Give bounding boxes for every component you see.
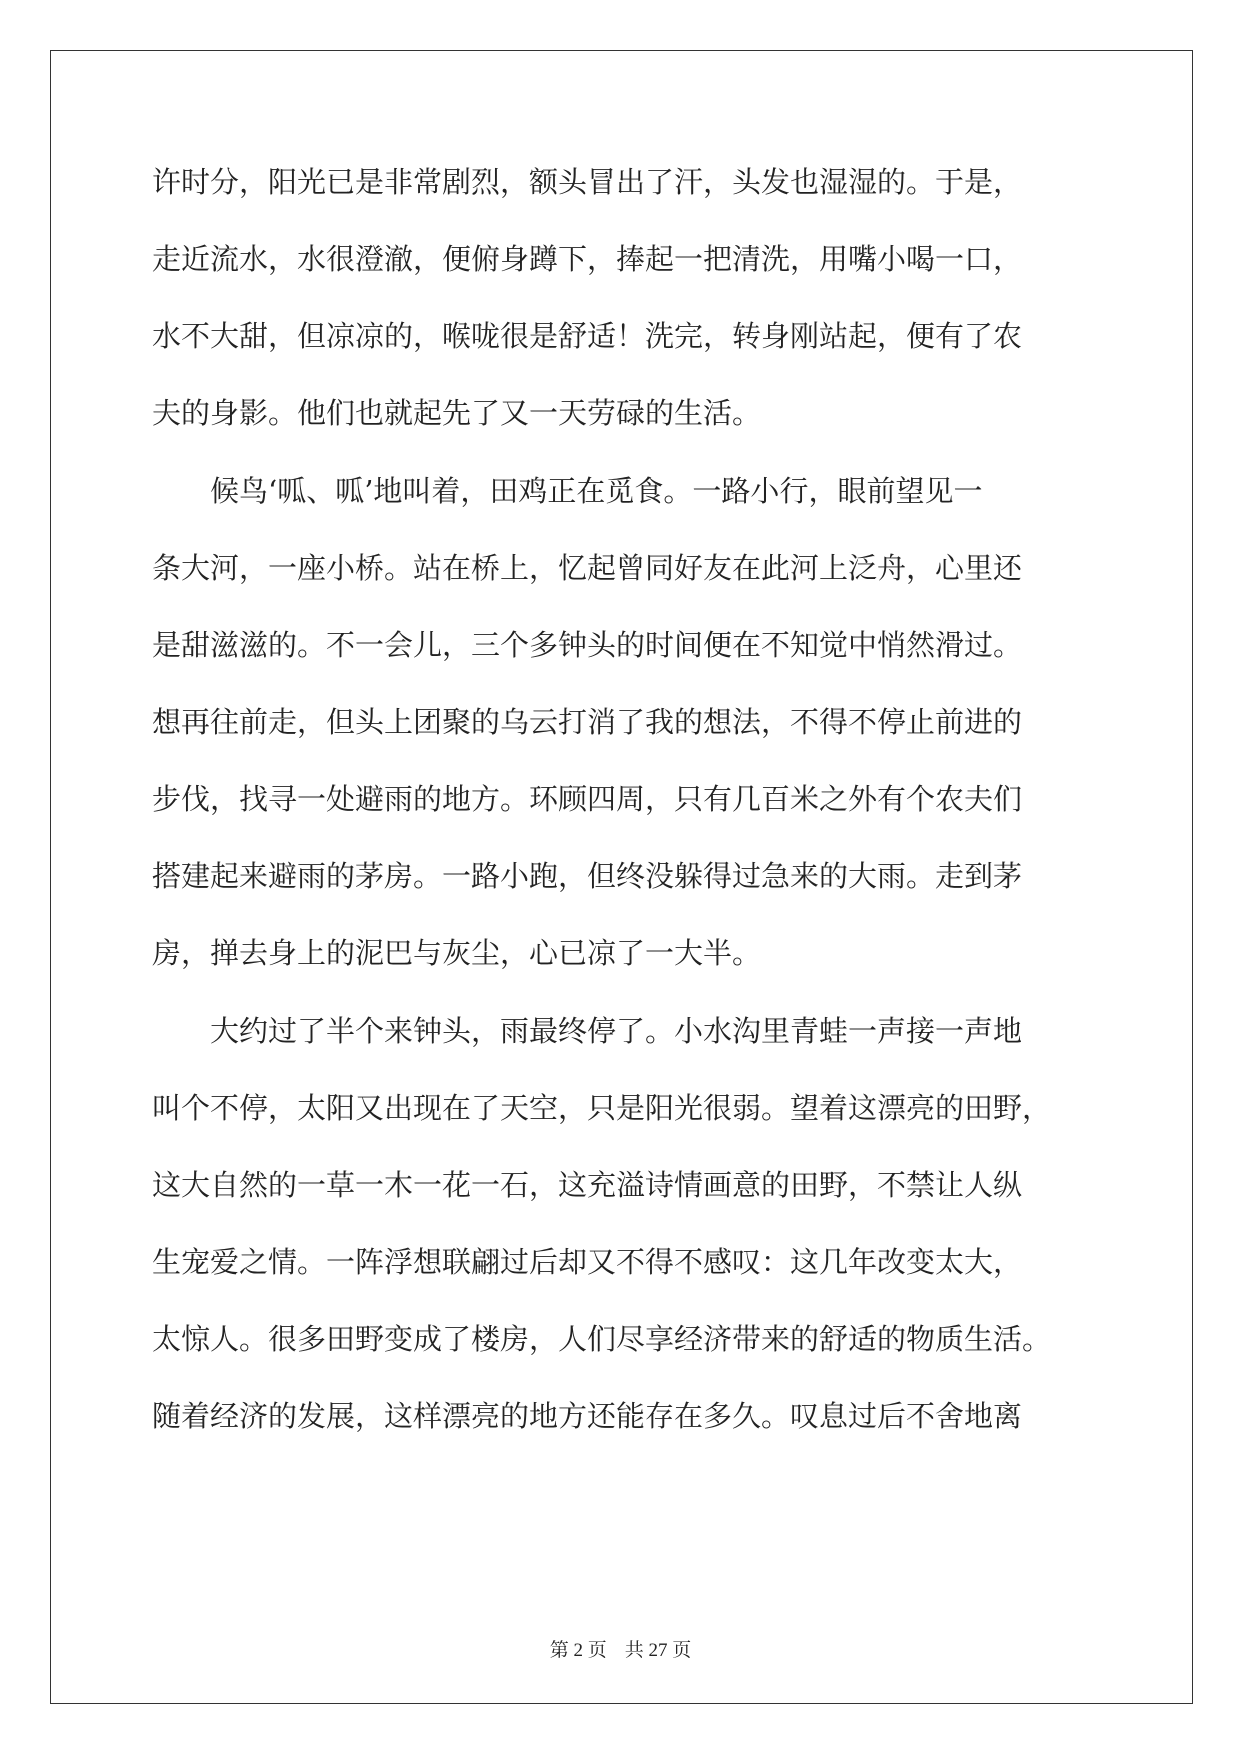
page-total: 共 27 页 [624,1640,692,1661]
text-line: 房，掸去身上的泥巴与灰尘，心已凉了一大半。 [152,936,762,970]
page-footer [0,1635,1241,1662]
text-line: 生宠爱之情。一阵浮想联翩过后却又不得不感叹：这几年改变太大， [152,1245,1023,1279]
text-line: 走近流水，水很澄澈，便俯身蹲下，捧起一把清洗，用嘴小喝一口， [152,242,1023,276]
text-line: 许时分，阳光已是非常剧烈，额头冒出了汗，头发也湿湿的。于是， [152,165,1023,199]
text-line: 夫的身影。他们也就起先了又一天劳碌的生活。 [152,396,762,430]
text-line: 条大河，一座小桥。站在桥上，忆起曾同好友在此河上泛舟，心里还 [152,551,1023,585]
text-line: 大约过了半个来钟头，雨最终停了。小水沟里青蛙一声接一声地 [152,1014,1023,1048]
page-number: 第 2 页 [549,1640,607,1661]
text-line: 步伐，找寻一处避雨的地方。环顾四周，只有几百米之外有个农夫们 [152,782,1023,816]
text-line: 是甜滋滋的。不一会儿，三个多钟头的时间便在不知觉中悄然滑过。 [152,628,1023,662]
text-line: 候鸟‘呱、呱’地叫着，田鸡正在觅食。一路小行，眼前望见一 [152,474,983,508]
text-line: 这大自然的一草一木一花一石，这充溢诗情画意的田野，不禁让人纵 [152,1168,1023,1202]
text-line: 太惊人。很多田野变成了楼房，人们尽享经济带来的舒适的物质生活。 [152,1322,1052,1356]
text-line: 水不大甜，但凉凉的，喉咙很是舒适！洗完，转身刚站起，便有了农 [152,319,1023,353]
text-line: 搭建起来避雨的茅房。一路小跑，但终没躲得过急来的大雨。走到茅 [152,859,1023,893]
text-line: 想再往前走，但头上团聚的乌云打消了我的想法，不得不停止前进的 [152,705,1023,739]
text-line: 叫个不停，太阳又出现在了天空，只是阳光很弱。望着这漂亮的田野， [152,1091,1052,1125]
text-line: 随着经济的发展，这样漂亮的地方还能存在多久。叹息过后不舍地离 [152,1399,1023,1433]
